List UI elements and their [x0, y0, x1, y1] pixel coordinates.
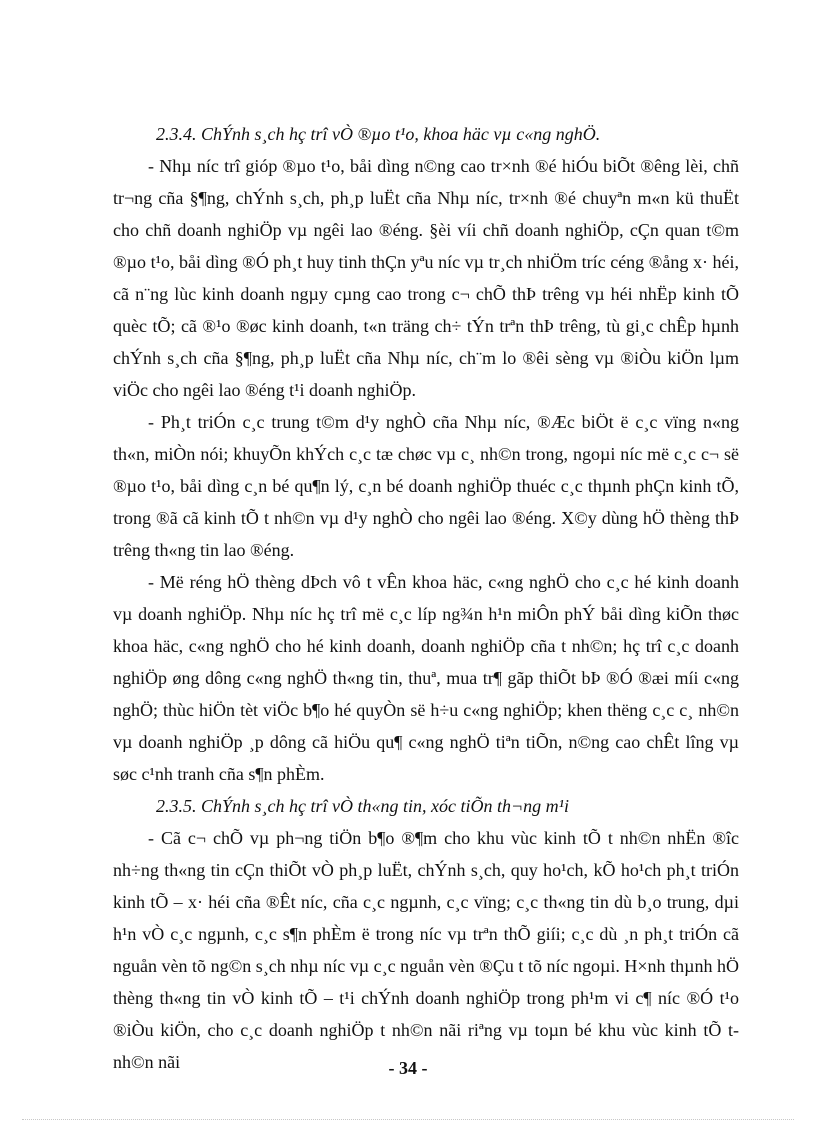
paragraph-training-support: - Nhµ níc trî gióp ®µo t¹o, båi dìng n©ng cao tr×nh ®é hiÓu biÕt ®êng lèi, chñ tr¬ng cña §¶ng, chÝnh s¸ch, ph¸p luËt cña Nhµ níc, tr×nh ®é chuyªn m«n kü thuËt cho chñ doanh nghiÖp vµ ngêi lao ®éng. §èi víi chñ doanh nghiÖp, cÇn quan t©m ®µo t¹o, båi dìng ®Ó ph¸t huy tinh thÇn yªu níc vµ tr¸ch nhiÖm tríc céng ®ång x· héi, cã n¨ng lùc kinh doanh ngµy cµng cao trong c¬ chÕ thÞ trêng vµ héi nhËp kinh tÕ quèc tÕ; cã ®¹o ®øc kinh doanh, t«n träng ch÷ tÝn trªn thÞ trêng, tù gi¸c chÊp hµnh chÝnh s¸ch cña §¶ng, ph¸p luËt cña Nhµ níc, ch¨m lo ®êi sèng vµ ®iÒu kiÖn lµm viÖc cho ngêi lao ®éng t¹i doanh nghiÖp.: [113, 156, 739, 400]
section-heading-2-3-4: 2.3.4. ChÝnh s¸ch hç trî vÒ ®µo t¹o, khoa häc vµ c«ng nghÖ.: [156, 124, 601, 144]
paragraph-consulting-services: - Më réng hÖ thèng dÞch vô t vÊn khoa häc, c«ng nghÖ cho c¸c hé kinh doanh vµ doanh nghiÖp. Nhµ níc hç trî më c¸c líp ng¾n h¹n miÔn phÝ båi dìng kiÕn thøc khoa häc, c«ng nghÖ cho hé kinh doanh, doanh nghiÖp cña t nh©n; hç trî c¸c doanh nghiÖp øng dông c«ng nghÖ th«ng tin, thuª, mua tr¶ gãp thiÕt bÞ ®Ó ®æi míi c«ng nghÖ; thùc hiÖn tèt viÖc b¶o hé quyÒn së h÷u c«ng nghiÖp; khen thëng c¸c c¸ nh©n vµ doanh nghiÖp ¸p dông cã hiÖu qu¶ c«ng nghÖ tiªn tiÕn, n©ng cao chÊt lîng vµ søc c¹nh tranh cña s¶n phÈm.: [113, 572, 739, 784]
paragraph-information-mechanism: - Cã c¬ chÕ vµ ph¬ng tiÖn b¶o ®¶m cho khu vùc kinh tÕ t nh©n nhËn ®îc nh÷ng th«ng tin cÇn thiÕt vÒ ph¸p luËt, chÝnh s¸ch, quy ho¹ch, kÕ ho¹ch ph¸t triÓn kinh tÕ – x· héi cña ®Êt níc, cña c¸c ngµnh, c¸c vïng; c¸c th«ng tin dù b¸o trung, dµi h¹n vÒ c¸c ngµnh, c¸c s¶n phÈm ë trong níc vµ trªn thÕ giíi; c¸c dù ¸n ph¸t triÓn cã nguån vèn tõ ng©n s¸ch nhµ níc vµ c¸c nguån vèn ®Çu t tõ níc ngoµi. H×nh thµnh hÖ thèng th«ng tin vÒ kinh tÕ – t¹i chÝnh doanh nghiÖp trong ph¹m vi c¶ níc ®Ó t¹o ®iÒu kiÖn, cho c¸c doanh nghiÖp t nh©n nãi riªng vµ toµn bé khu vùc kinh tÕ t nh©n nãi: [113, 828, 739, 1072]
page-content: [113, 118, 739, 1078]
paragraph-vocational-centers: - Ph¸t triÓn c¸c trung t©m d¹y nghÒ cña Nhµ níc, ®Æc biÖt ë c¸c vïng n«ng th«n, miÒn nói; khuyÕn khÝch c¸c tæ chøc vµ c¸ nh©n trong, ngoµi níc më c¸c c¬ së ®µo t¹o, båi dìng c¸n bé qu¶n lý, c¸n bé doanh nghiÖp thuéc c¸c thµnh phÇn kinh tÕ, trong ®ã cã kinh tÕ t nh©n vµ d¹y nghÒ cho ngêi lao ®éng. X©y dùng hÖ thèng thÞ trêng th«ng tin lao ®éng.: [113, 412, 739, 560]
section-heading-2-3-5: 2.3.5. ChÝnh s¸ch hç trî vÒ th«ng tin, xóc tiÕn th¬ng m¹i: [156, 796, 570, 816]
page-bottom-divider: [22, 1119, 794, 1120]
page-number: - 34 -: [388, 1058, 428, 1078]
